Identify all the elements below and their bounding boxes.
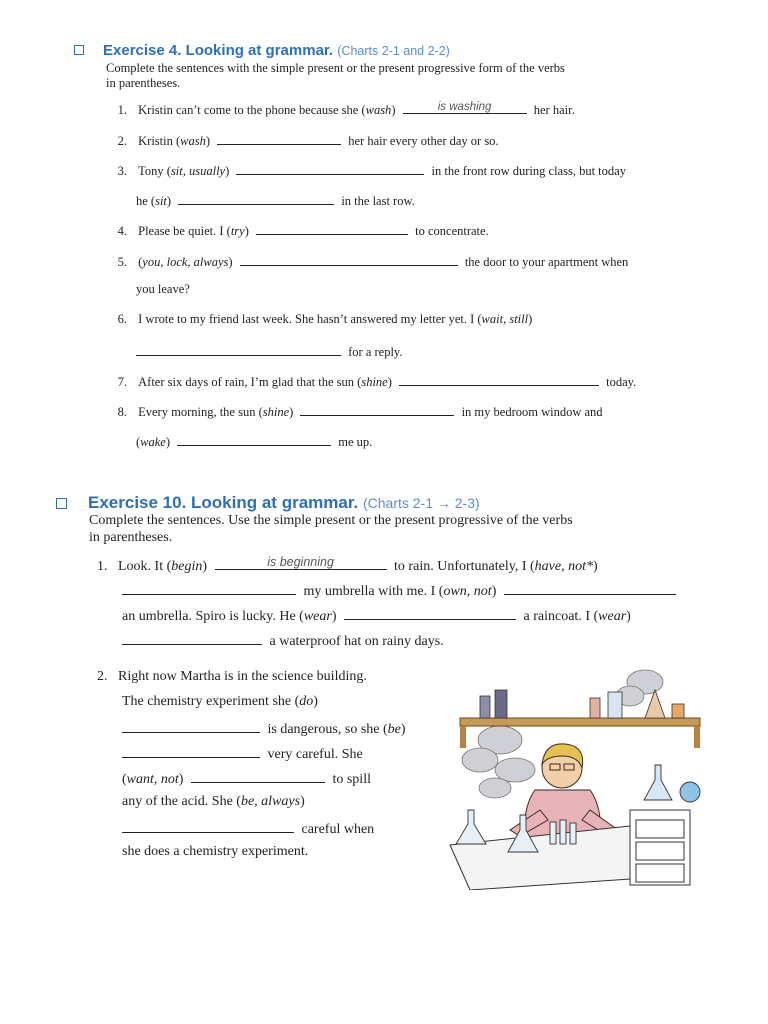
answer-blank[interactable] bbox=[122, 581, 296, 595]
ex4-item-8-line-2: (wake) me up. bbox=[136, 432, 372, 450]
ex4-item-4: 4. Please be quiet. I (try) to concentrate. bbox=[113, 221, 489, 239]
ex4-item-6-line-2: for a reply. bbox=[136, 342, 403, 360]
answer-blank[interactable] bbox=[215, 556, 387, 570]
ex10-item-1-line-2: my umbrella with me. I (own, not) bbox=[122, 581, 676, 600]
ex10-item-1-line-4: a waterproof hat on rainy days. bbox=[122, 631, 444, 650]
chemistry-lab-illustration bbox=[440, 660, 730, 890]
ex10-item-2-line-1: 2. Right now Martha is in the science building. bbox=[97, 669, 367, 684]
answer-blank[interactable] bbox=[300, 402, 454, 416]
exercise-10-checkbox[interactable] bbox=[56, 498, 67, 509]
ex10-item-1-line-1: 1. Look. It (begin) is beginning to rain. Unfortunately, I (have, not*) bbox=[97, 555, 598, 574]
answer-blank[interactable] bbox=[403, 100, 527, 114]
answer-blank[interactable] bbox=[256, 221, 408, 235]
answer-blank[interactable] bbox=[399, 372, 599, 386]
exercise-10-instructions: Complete the sentences. Use the simple present or the present progressive of the verbs in parentheses. bbox=[89, 513, 573, 545]
ex10-item-2-line-6: any of the acid. She (be, always) bbox=[122, 794, 305, 809]
example-answer: is washing bbox=[437, 101, 492, 113]
ex4-item-5-line-2: you leave? bbox=[136, 282, 190, 296]
ex10-item-2-line-3: is dangerous, so she (be) bbox=[122, 719, 406, 738]
ex10-item-2-line-5: (want, not) to spill bbox=[122, 769, 371, 788]
exercise-4-checkbox[interactable] bbox=[74, 45, 84, 55]
ex4-item-8: 8. Every morning, the sun (shine) in my bedroom window and bbox=[113, 402, 603, 420]
ex4-item-1: 1. Kristin can’t come to the phone because she (wash) is washing her hair. bbox=[117, 101, 575, 117]
example-answer: is beginning bbox=[267, 555, 334, 569]
bottles-icon bbox=[480, 690, 684, 718]
ex10-item-1-line-3: an umbrella. Spiro is lucky. He (wear) a raincoat. I (wear) bbox=[122, 606, 631, 625]
ex4-item-3-line-2: he (sit) in the last row. bbox=[136, 191, 415, 209]
ex10-item-2-line-7: careful when bbox=[122, 819, 374, 838]
answer-blank[interactable] bbox=[344, 606, 516, 620]
answer-blank[interactable] bbox=[122, 744, 260, 758]
ex10-item-2-line-4: very careful. She bbox=[122, 744, 363, 763]
answer-blank[interactable] bbox=[178, 191, 334, 205]
answer-blank[interactable] bbox=[136, 342, 341, 356]
answer-blank[interactable] bbox=[122, 819, 294, 833]
ex4-item-5: 5. (you, lock, always) the door to your apartment when bbox=[113, 252, 628, 270]
exercise-4-instructions: Complete the sentences with the simple present or the present progressive form of the verbs in parentheses. bbox=[106, 61, 565, 90]
ex4-item-7: 7. After six days of rain, I’m glad that the sun (shine) today. bbox=[113, 372, 636, 390]
answer-blank[interactable] bbox=[122, 719, 260, 733]
answer-blank[interactable] bbox=[191, 769, 325, 783]
answer-blank[interactable] bbox=[504, 581, 676, 595]
exercise-10-heading: Exercise 10. Looking at grammar. (Charts 2-1 → 2-3) bbox=[88, 493, 480, 512]
exercise-4-heading: Exercise 4. Looking at grammar. (Charts 2-1 and 2-2) bbox=[103, 42, 450, 59]
answer-blank[interactable] bbox=[236, 161, 424, 175]
answer-blank[interactable] bbox=[217, 131, 341, 145]
ex10-item-2-line-8: she does a chemistry experiment. bbox=[122, 844, 309, 859]
answer-blank[interactable] bbox=[177, 432, 331, 446]
ex10-item-2-line-2: The chemistry experiment she (do) bbox=[122, 694, 318, 709]
answer-blank[interactable] bbox=[122, 631, 262, 645]
ex4-item-6: 6. I wrote to my friend last week. She hasn’t answered my letter yet. I (wait, still) bbox=[117, 312, 533, 326]
ex4-item-2: 2. Kristin (wash) her hair every other day or so. bbox=[113, 131, 499, 149]
answer-blank[interactable] bbox=[240, 252, 458, 266]
ex4-item-3: 3. Tony (sit, usually) in the front row during class, but today bbox=[113, 161, 626, 179]
